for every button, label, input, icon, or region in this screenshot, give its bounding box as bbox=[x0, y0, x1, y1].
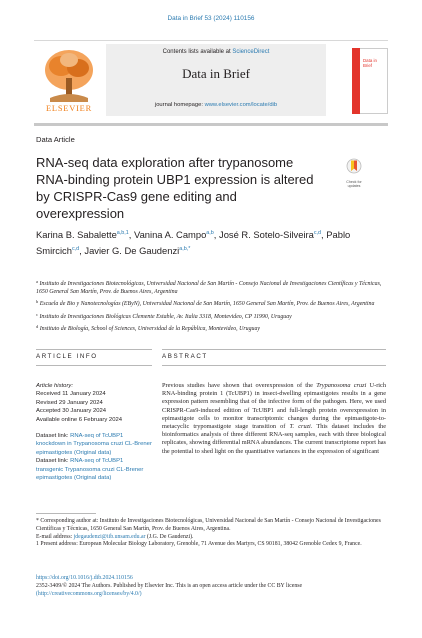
journal-citation[interactable]: Data in Brief 53 (2024) 110156 bbox=[167, 15, 255, 22]
publisher-name: ELSEVIER bbox=[46, 104, 92, 113]
doi-link[interactable]: https://doi.org/10.1016/j.dib.2024.110156 bbox=[36, 575, 133, 581]
contents-available bbox=[106, 49, 326, 55]
journal-homepage bbox=[106, 102, 326, 108]
spacer bbox=[36, 424, 152, 432]
author-list bbox=[36, 226, 386, 258]
author[interactable]: Karina B. Sabalette$^{a,b,1}$, bbox=[36, 229, 135, 240]
abstract-text: Previous studies have shown that overexpression of the Trypanosoma cruzi U-rich RNA-binding protein 1 (TcUBP1) in insect-dwelling epimastigotes results in a gene expression pattern resembling that of the infective form of the pathogen. Here, we used CRISPR-Cas9-induced edition of TcUBP1 and full-length protein overexpression in epimastigote cells to monitor transcriptomic changes during the epimastigote-to-metacyclic trypomastigote stage transition of T. cruzi. This dataset includes the bioinformatics analysis of three different RNA-seq samples, each with three biological replicates, showing differential mRNA abundances. The current transcriptome report has the potential to shed light on the quantitative variances in the expression of significant bbox=[162, 382, 387, 455]
revised-date: Revised 29 January 2024 bbox=[36, 399, 103, 406]
email-note: E-mail address: jdegaudenzi@iib.unsam.edu.ar (J.G. De Gaudenzi). bbox=[36, 533, 194, 540]
cover-stripe bbox=[352, 48, 360, 114]
online-date: Available online 6 February 2024 bbox=[36, 416, 123, 423]
accepted-date: Accepted 30 January 2024 bbox=[36, 408, 107, 415]
article-title: RNA-seq data exploration after trypanosome RNA-binding protein UBP1 expression is altered by CRISPR-Cas9 gene editing and overexpression bbox=[36, 155, 314, 221]
author[interactable]: Pablo Smircich$^{c,d}$, bbox=[36, 229, 351, 256]
article-info bbox=[36, 382, 152, 482]
cover-text: Data in Brief bbox=[363, 58, 377, 68]
sciencedirect-link[interactable]: ScienceDirect bbox=[232, 49, 270, 55]
abstract-heading: ABSTRACT bbox=[162, 353, 208, 360]
article-info-heading: ARTICLE INFO bbox=[36, 353, 98, 360]
email-link[interactable]: jdegaudenzi@iib.unsam.edu.ar bbox=[73, 533, 146, 540]
license-link[interactable]: (http://creativecommons.org/licenses/by/4.0/) bbox=[36, 591, 142, 598]
received-date: Received 11 January 2024 bbox=[36, 391, 106, 398]
divider bbox=[162, 349, 386, 350]
history-label: Article history: bbox=[36, 383, 73, 389]
homepage-prefix: journal homepage: bbox=[154, 102, 205, 108]
affiliations bbox=[36, 278, 388, 335]
check-for-updates-label: Check for updates bbox=[346, 180, 362, 188]
divider bbox=[36, 365, 152, 366]
issn-line: 2352-3409/© 2024 The Authors. Published by Elsevier Inc. This is an open access article under the CC BY license bbox=[36, 583, 303, 590]
affiliation: $^a$ Instituto de Investigaciones Biotecnológicas, Universidad Nacional de San Martín - Consejo Nacional de Investigaciones Científicas y Técnicas, 1650 General San Martín, Prov. de Buenos Aires, Argentina bbox=[36, 279, 382, 295]
footnotes bbox=[36, 518, 388, 549]
dataset-link-1: Dataset link: RNA-seq of TcUBP1 knockdown in Trypanosoma cruzi CL-Brener epimastigotes (Original data) bbox=[36, 433, 152, 456]
corresponding-author-note: * Corresponding author at: Instituto de Investigaciones Biotecnológicas, Universidad Nacional de San Martín - Consejo Nacional de Investigaciones Científicas y Técnicas, 1650 General San Martín, Prov. de Buenos Aires, Argentina. bbox=[36, 518, 381, 532]
affiliation: $^b$ Escuela de Bio y Nanotecnologías (EByN), Universidad Nacional de San Martín, 1650 General San Martín, Prov. de Buenos Aires, Argentina bbox=[36, 299, 375, 308]
article-type: Data Article bbox=[36, 135, 75, 144]
check-for-updates-icon bbox=[346, 158, 362, 174]
check-for-updates-button[interactable] bbox=[342, 158, 366, 188]
affiliation: $^c$ Instituto de Investigaciones Biológicas Clemente Estable, Av. Italia 3318, Montevideo, CP 11990, Uruguay bbox=[36, 311, 292, 320]
author[interactable]: José R. Sotelo-Silveira$^{c,d}$, bbox=[219, 229, 327, 240]
dataset-link-2: Dataset link: RNA-seq of TcUBP1 transgenic Trypanosoma cruzi CL-Brener epimastigotes (Original data) bbox=[36, 458, 144, 482]
contents-prefix: Contents lists available at bbox=[162, 49, 233, 55]
present-address-note: 1 Present address: European Molecular Biology Laboratory, Grenoble, 71 Avenue des Martyrs, CS 90181, 38042 Grenoble Cedex 9, France. bbox=[36, 541, 362, 548]
dataset-link[interactable]: RNA-seq of TcUBP1 transgenic Trypanosoma cruzi CL-Brener epimastigotes (Original data) bbox=[36, 458, 144, 482]
footnote-divider bbox=[36, 513, 96, 514]
author[interactable]: Vanina A. Campo$^{a,b}$, bbox=[134, 229, 219, 240]
author[interactable]: Javier G. De Gaudenzi$^{a,b,*}$ bbox=[84, 245, 191, 256]
journal-title: Data in Brief bbox=[182, 66, 250, 81]
homepage-link[interactable]: www.elsevier.com/locate/dib bbox=[204, 102, 278, 108]
dataset-link[interactable]: RNA-seq of TcUBP1 knockdown in Trypanosoma cruzi CL-Brener epimastigotes (Original data) bbox=[36, 433, 152, 456]
affiliation: $^d$ Instituto de Biología, School of Sciences, Universidad de la República, Montevideo, Uruguay bbox=[36, 323, 261, 332]
page-footer bbox=[36, 574, 388, 599]
divider bbox=[36, 349, 152, 350]
divider bbox=[162, 365, 386, 366]
